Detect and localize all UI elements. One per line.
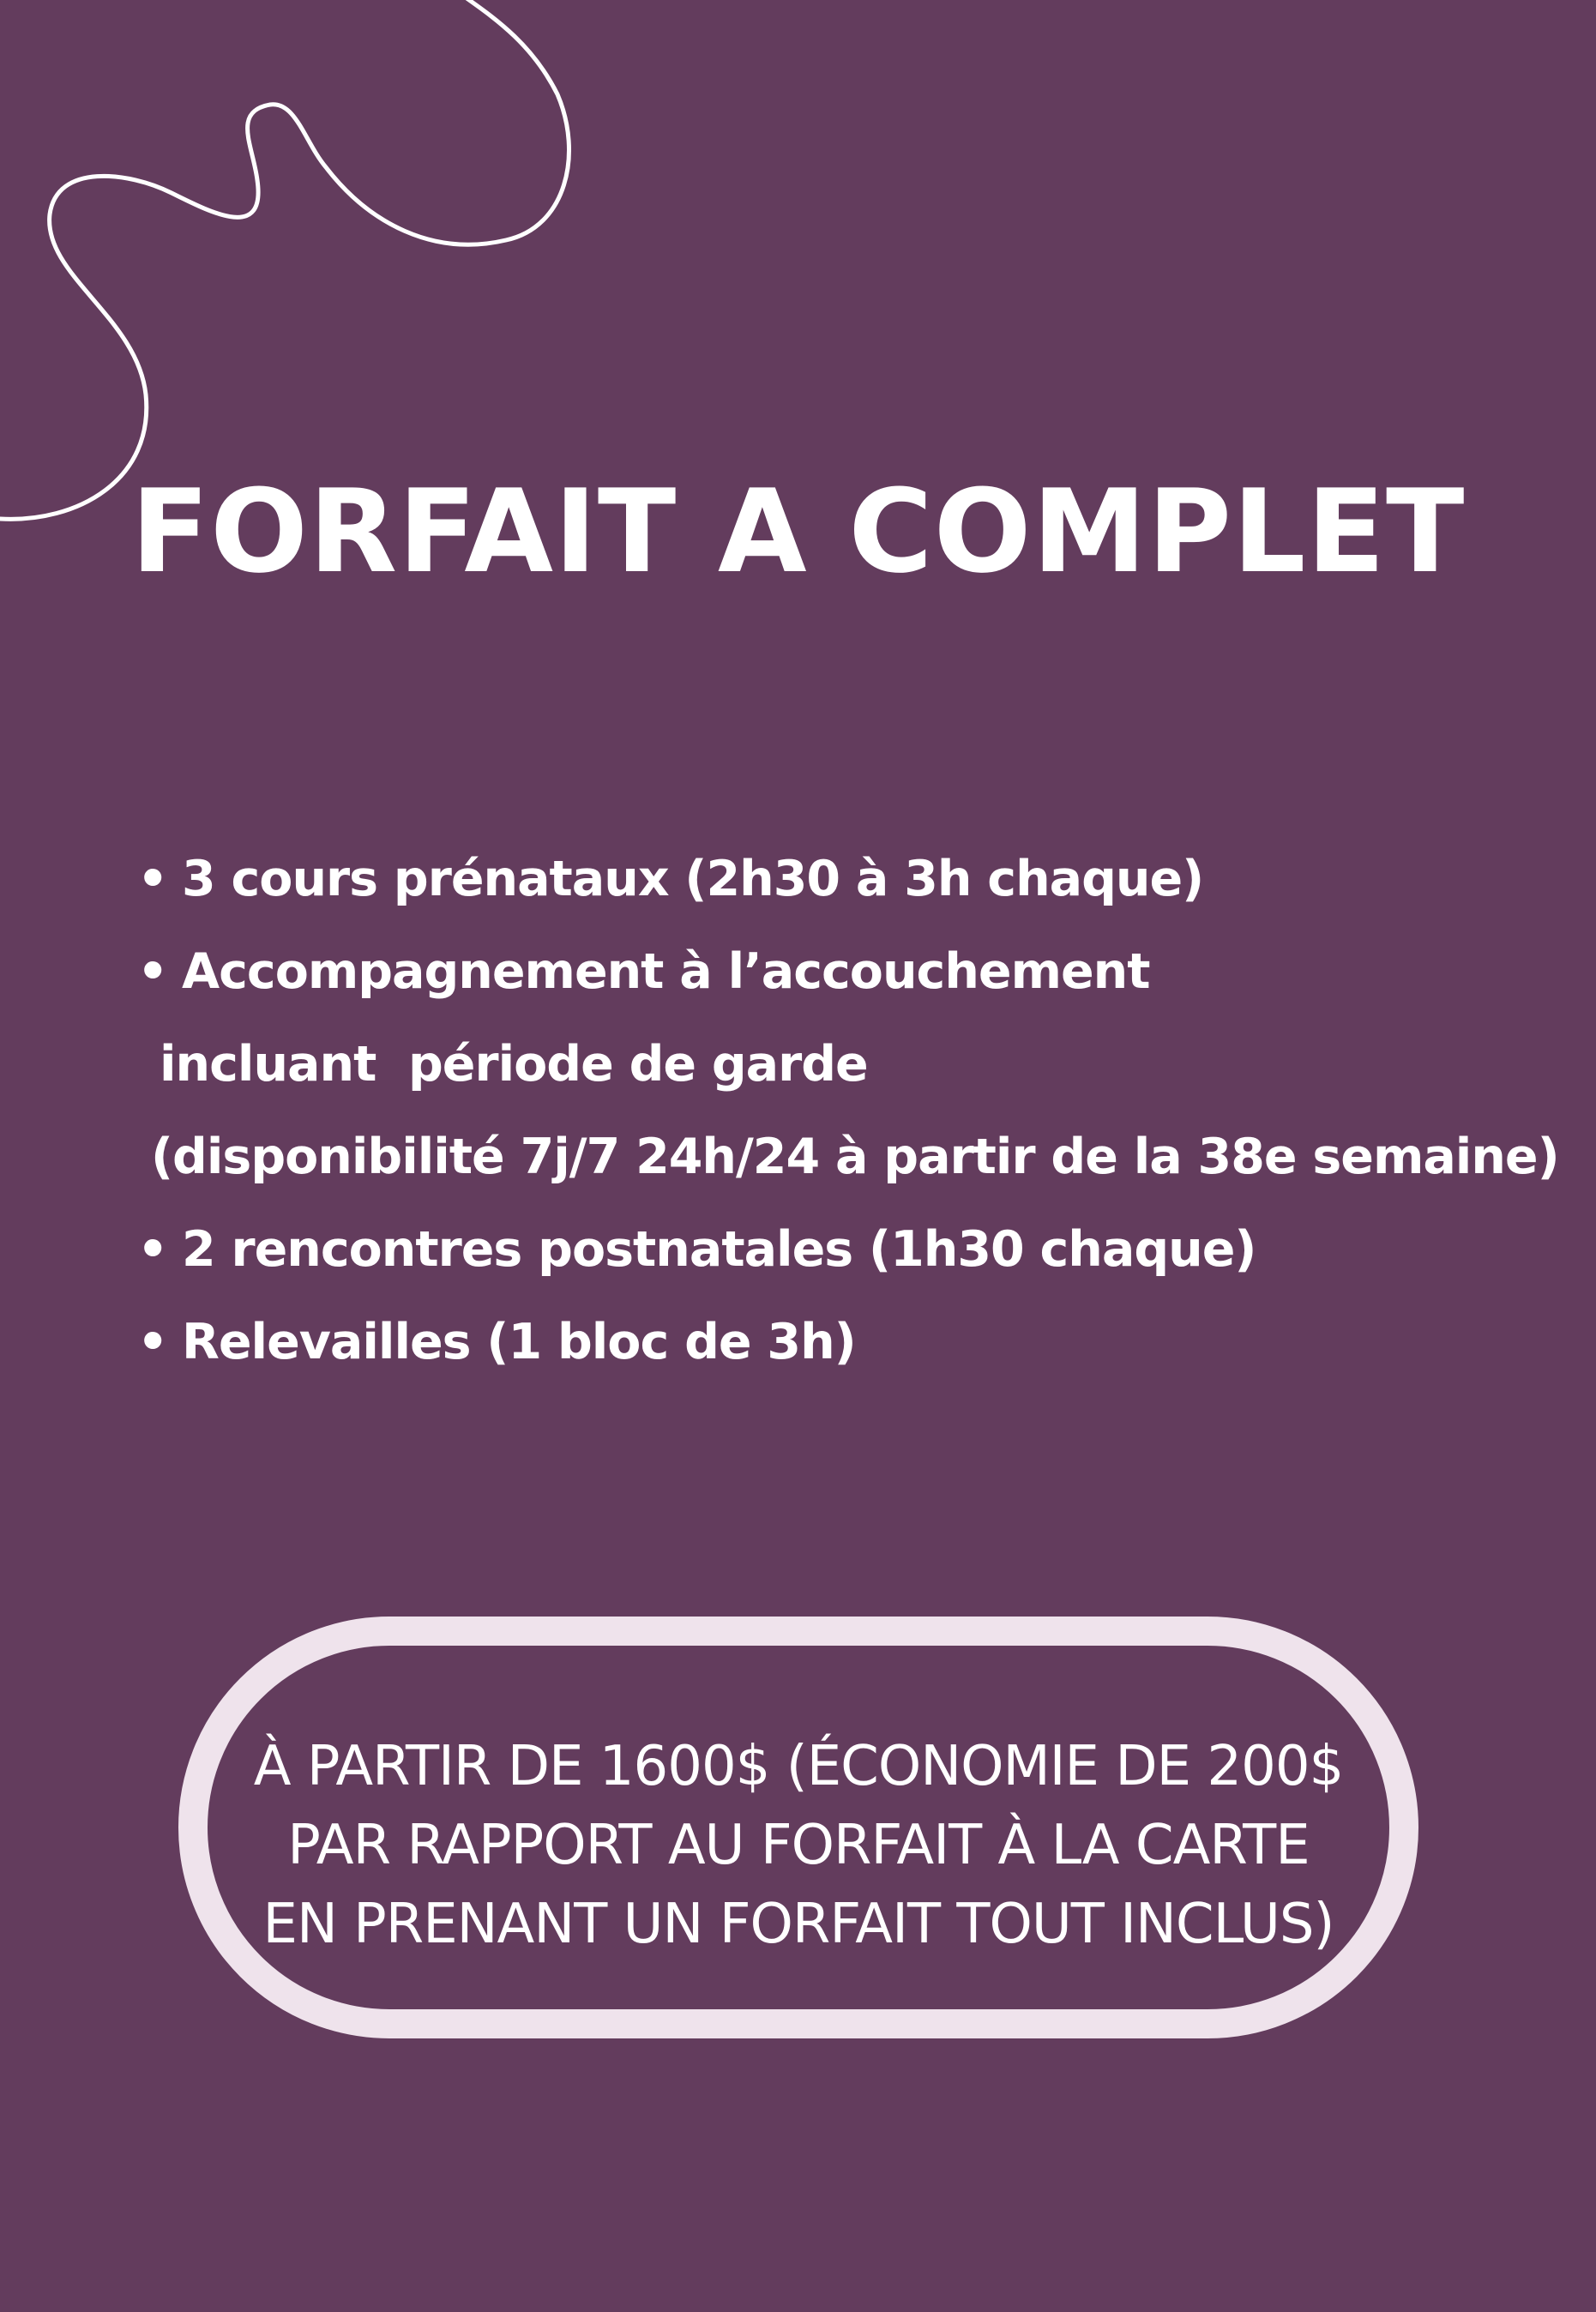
list-item-continuation-text: incluant période de garde bbox=[160, 1036, 868, 1093]
list-item-continuation bbox=[151, 1123, 1559, 1191]
bullet-icon: • bbox=[137, 1314, 168, 1370]
list-item bbox=[137, 937, 1149, 1006]
price-offer-line: À PARTIR DE 1600$ (ÉCONOMIE DE 200$ bbox=[253, 1735, 1344, 1798]
list-item-continuation-text: (disponibilité 7j/7 24h/24 à partir de la 38e semaine) bbox=[151, 1129, 1559, 1185]
list-item-continuation bbox=[160, 1030, 868, 1099]
bullet-icon: • bbox=[137, 943, 168, 1000]
list-item-text: Accompagnement à l’accouchement bbox=[182, 943, 1150, 1000]
price-offer-line: PAR RAPPORT AU FORFAIT À LA CARTE bbox=[287, 1814, 1310, 1877]
list-item bbox=[137, 1215, 1256, 1284]
list-item-text: 3 cours prénataux (2h30 à 3h chaque) bbox=[182, 851, 1204, 907]
list-item-text: 2 rencontres postnatales (1h30 chaque) bbox=[182, 1221, 1256, 1278]
page-title: FORFAIT A COMPLET bbox=[130, 465, 1466, 599]
list-item-text: Relevailles (1 bloc de 3h) bbox=[182, 1314, 856, 1370]
price-offer-line: EN PRENANT UN FORFAIT TOUT INCLUS) bbox=[262, 1893, 1334, 1956]
price-offer-pill bbox=[178, 1617, 1418, 2038]
bullet-icon: • bbox=[137, 1221, 168, 1278]
bullet-icon: • bbox=[137, 851, 168, 907]
price-offer-text bbox=[208, 1727, 1389, 1964]
list-item bbox=[137, 1308, 856, 1376]
list-item bbox=[137, 845, 1203, 913]
